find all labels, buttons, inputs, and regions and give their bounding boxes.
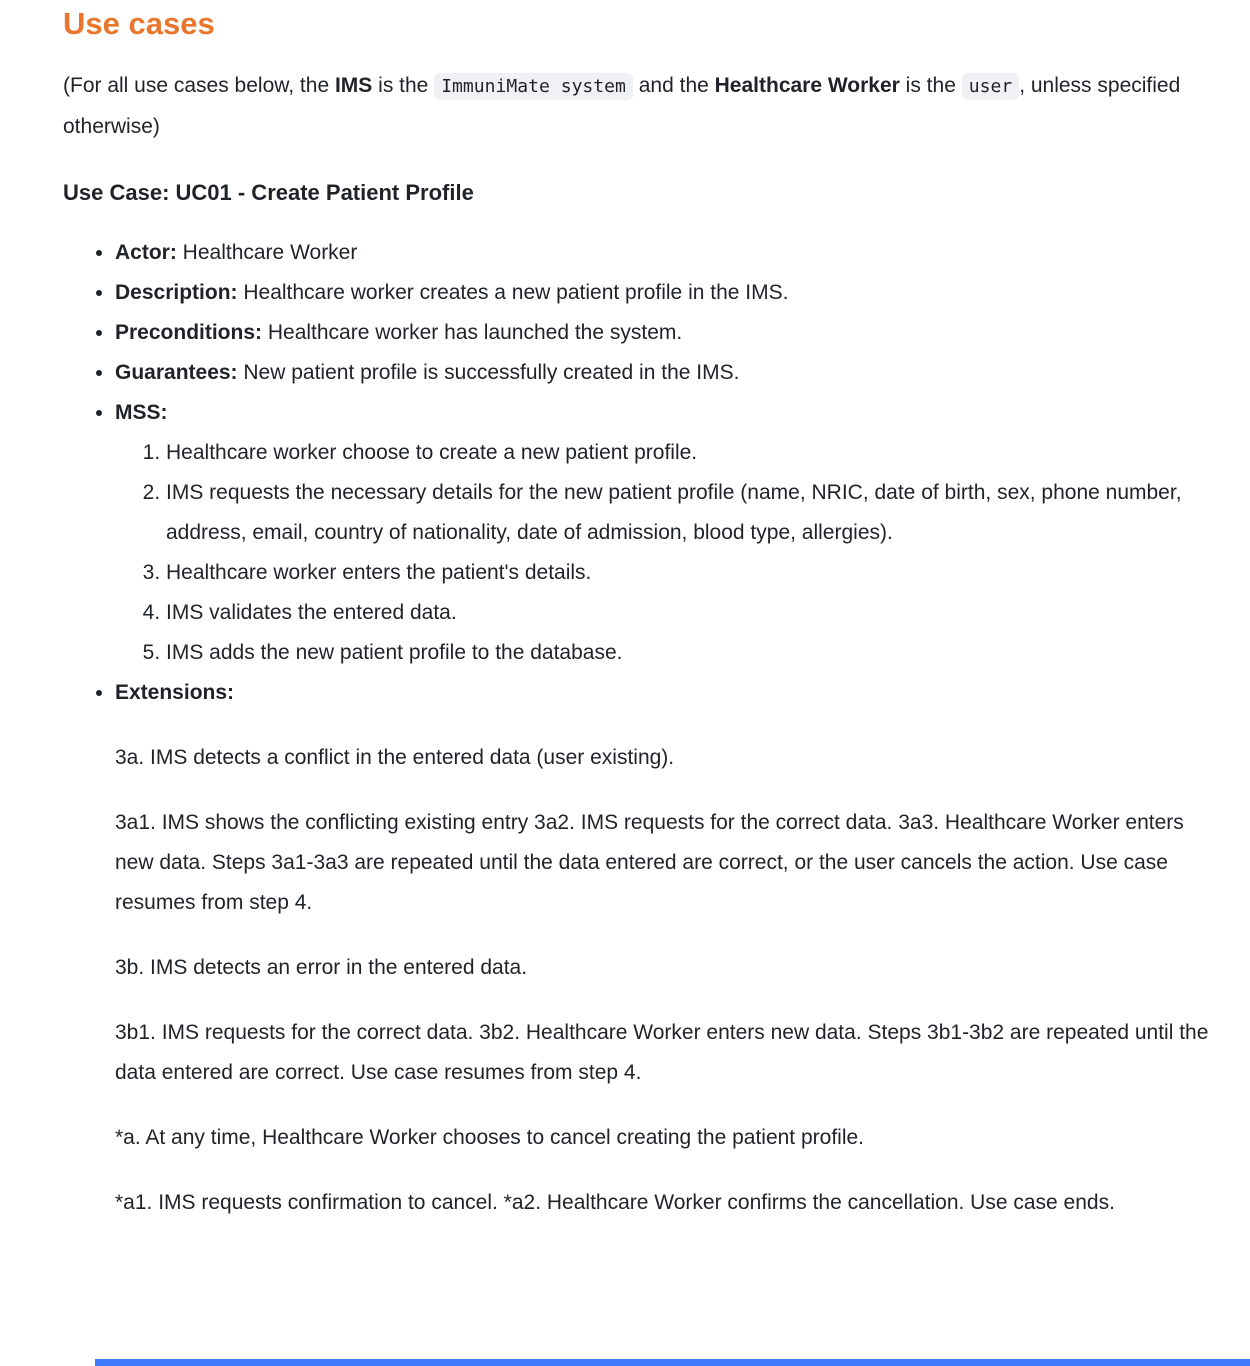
mss-step-4: 4. IMS validates the entered data. bbox=[166, 593, 1225, 633]
mss-step-1: 1. Healthcare worker choose to create a new patient profile. bbox=[166, 433, 1225, 473]
intro-text-2: is the bbox=[372, 74, 435, 97]
preconditions-label: Preconditions: bbox=[115, 321, 263, 344]
use-case-title: Use Case: UC01 - Create Patient Profile bbox=[63, 180, 474, 205]
list-item-description bbox=[115, 273, 1225, 313]
use-case-attributes-list bbox=[63, 233, 1225, 1223]
extension-paragraph-star-a: *a. At any time, Healthcare Worker chooses to cancel creating the patient profile. bbox=[115, 1126, 865, 1149]
page-title: Use cases bbox=[63, 6, 215, 41]
mss-steps-list bbox=[115, 433, 1225, 673]
intro-paragraph bbox=[63, 66, 1225, 147]
extension-paragraph-star-a1: *a1. IMS requests confirmation to cancel. *a2. Healthcare Worker confirms the cancellation. Use case ends. bbox=[115, 1191, 1115, 1214]
extensions-label: Extensions: bbox=[115, 681, 235, 704]
guarantees-label: Guarantees: bbox=[115, 361, 238, 384]
intro-text-3: and the bbox=[632, 74, 715, 97]
mss-step-2: 2. IMS requests the necessary details for the new patient profile (name, NRIC, date of birth, sex, phone number, address, email, country of nationality, date of admission, blood type, allergies). bbox=[166, 473, 1225, 553]
description-value: Healthcare worker creates a new patient profile in the IMS. bbox=[237, 281, 789, 304]
intro-text-1: (For all use cases below, the bbox=[63, 74, 335, 97]
extension-paragraph-3b1: 3b1. IMS requests for the correct data. 3b2. Healthcare Worker enters new data. Steps 3b1-3b2 are repeated until the data entered are correct. Use case resumes from step 4. bbox=[115, 1021, 1209, 1084]
ims-bold: IMS bbox=[334, 74, 373, 97]
mss-step-3: 3. Healthcare worker enters the patient's details. bbox=[166, 553, 1225, 593]
inline-code-immunimate-system: ImmuniMate system bbox=[434, 73, 633, 100]
list-item-mss bbox=[115, 393, 1225, 673]
healthcare-worker-bold: Healthcare Worker bbox=[714, 74, 900, 97]
actor-value: Healthcare Worker bbox=[176, 241, 358, 264]
preconditions-value: Healthcare worker has launched the system. bbox=[262, 321, 683, 344]
intro-text-4: is the bbox=[899, 74, 962, 97]
actor-label: Actor: bbox=[115, 241, 177, 264]
partial-bottom-element bbox=[95, 1359, 1250, 1366]
extension-paragraph-3b: 3b. IMS detects an error in the entered data. bbox=[115, 956, 528, 979]
description-label: Description: bbox=[115, 281, 238, 304]
mss-step-5: 5. IMS adds the new patient profile to the database. bbox=[166, 633, 1225, 673]
guarantees-value: New patient profile is successfully created in the IMS. bbox=[237, 361, 740, 384]
extension-paragraph-3a1: 3a1. IMS shows the conflicting existing entry 3a2. IMS requests for the correct data. 3a3. Healthcare Worker enters new data. Steps 3a1-3a3 are repeated until the data entered are correct, or the user cancels the action. Use case resumes from step 4. bbox=[115, 811, 1184, 914]
mss-label: MSS: bbox=[115, 401, 168, 424]
list-item-guarantees bbox=[115, 353, 1225, 393]
extension-paragraph-3a: 3a. IMS detects a conflict in the entered data (user existing). bbox=[115, 746, 675, 769]
list-item-actor bbox=[115, 233, 1225, 273]
inline-code-user: user bbox=[962, 73, 1019, 100]
list-item-extensions bbox=[115, 673, 1225, 1223]
list-item-preconditions bbox=[115, 313, 1225, 353]
intro-text-5: , unless specified otherwise) bbox=[63, 74, 1181, 138]
